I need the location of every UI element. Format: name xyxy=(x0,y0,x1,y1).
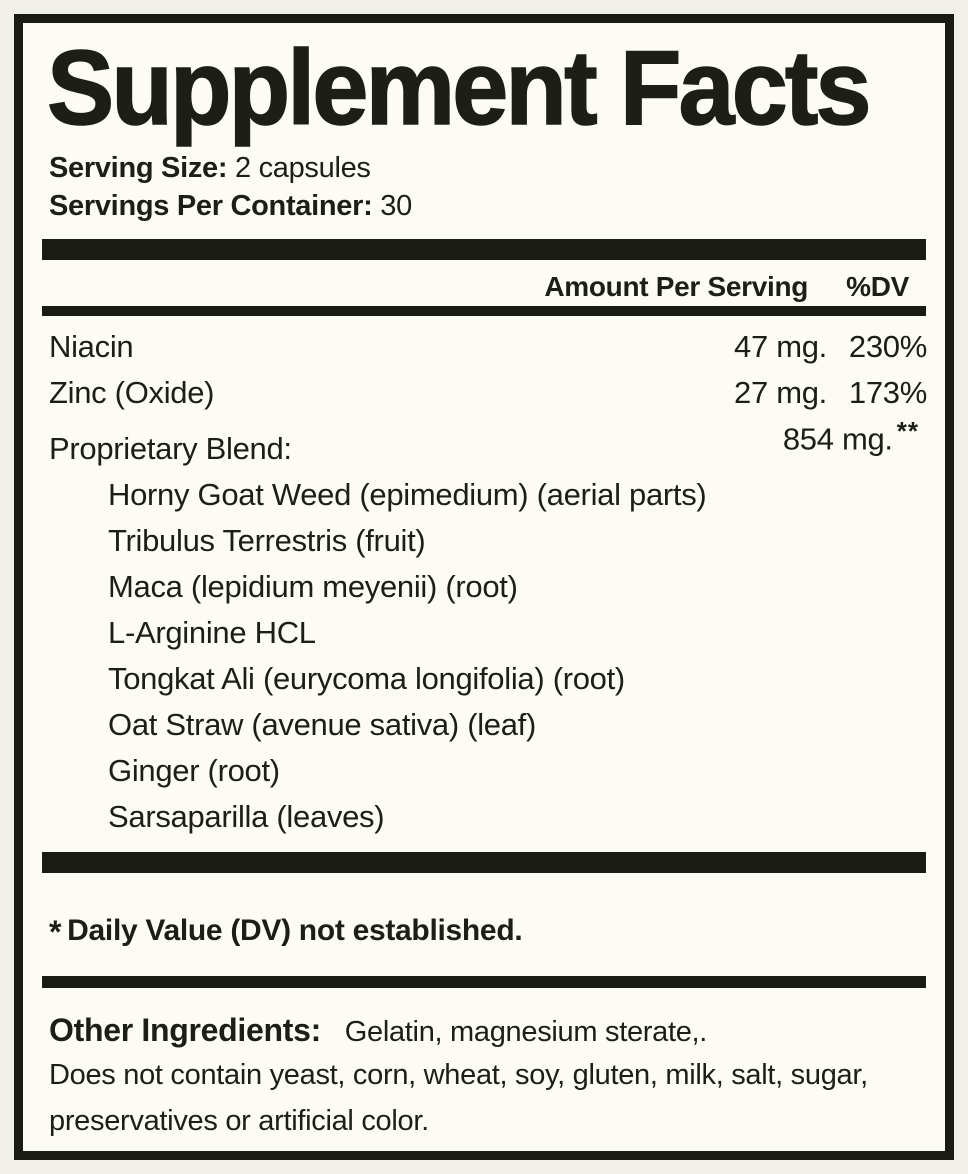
blend-ingredient-row: L-Arginine HCL xyxy=(108,615,316,651)
does-not-contain-line1: Does not contain yeast, corn, wheat, soy, gluten, milk, salt, sugar, xyxy=(49,1059,868,1092)
serving-size-value: 2 capsules xyxy=(234,152,371,184)
nutrient-rows xyxy=(23,324,945,840)
footnote-text: Daily Value (DV) not established. xyxy=(67,914,523,948)
other-ingredients-value: Gelatin, magnesium sterate,. xyxy=(344,1016,708,1049)
servings-per-container-value: 30 xyxy=(380,190,412,222)
amount-per-serving-header: Amount Per Serving xyxy=(544,271,809,302)
table-row-proprietary-blend xyxy=(23,416,945,472)
blend-ingredient-row: Ginger (root) xyxy=(108,753,280,789)
divider-thick-middle xyxy=(42,852,926,873)
other-ingredients-line xyxy=(23,1010,945,1052)
column-header-row xyxy=(23,268,945,306)
servings-per-container-line xyxy=(23,189,945,223)
nutrient-name: Niacin xyxy=(49,329,134,364)
divider-thick-top xyxy=(42,239,926,260)
daily-value-footnote xyxy=(23,911,945,949)
nutrient-name: Zinc (Oxide) xyxy=(49,375,215,410)
blend-ingredient-row: Maca (lepidium meyenii) (root) xyxy=(108,569,518,605)
other-ingredients-label: Other Ingredients: xyxy=(49,1012,321,1049)
nutrient-amount: 47 mg. xyxy=(734,329,827,364)
asterisk-marker: * xyxy=(49,914,62,951)
blend-ingredient-row: Tribulus Terrestris (fruit) xyxy=(108,523,426,559)
blend-ingredient-row: Tongkat Ali (eurycoma longifolia) (root) xyxy=(108,661,625,697)
nutrient-amount: 27 mg. xyxy=(734,375,827,410)
serving-size-line xyxy=(23,151,945,185)
divider-thin-under-header xyxy=(42,306,926,316)
servings-per-container-label: Servings Per Container: xyxy=(49,190,373,222)
blend-amount-group xyxy=(782,406,919,462)
nutrient-dv: 230% xyxy=(848,329,927,364)
blend-dv-asterisks: ** xyxy=(896,416,919,446)
label-title: Supplement Facts xyxy=(47,29,869,147)
blend-ingredient-row: Sarsaparilla (leaves) xyxy=(108,799,385,835)
percent-dv-header: %DV xyxy=(846,271,909,302)
does-not-contain-line2: preservatives or artificial color. xyxy=(49,1105,429,1138)
serving-size-label: Serving Size: xyxy=(49,152,228,184)
divider-medium-bottom xyxy=(42,976,926,988)
blend-ingredient-row: Oat Straw (avenue sativa) (leaf) xyxy=(108,707,537,743)
table-row-niacin xyxy=(23,324,945,370)
blend-name: Proprietary Blend: xyxy=(49,431,292,467)
blend-ingredient-row: Horny Goat Weed (epimedium) (aerial parts) xyxy=(108,477,707,513)
blend-amount: 854 mg. xyxy=(782,421,893,457)
nutrient-dv: 173% xyxy=(848,375,927,410)
supplement-facts-panel xyxy=(14,14,954,1160)
